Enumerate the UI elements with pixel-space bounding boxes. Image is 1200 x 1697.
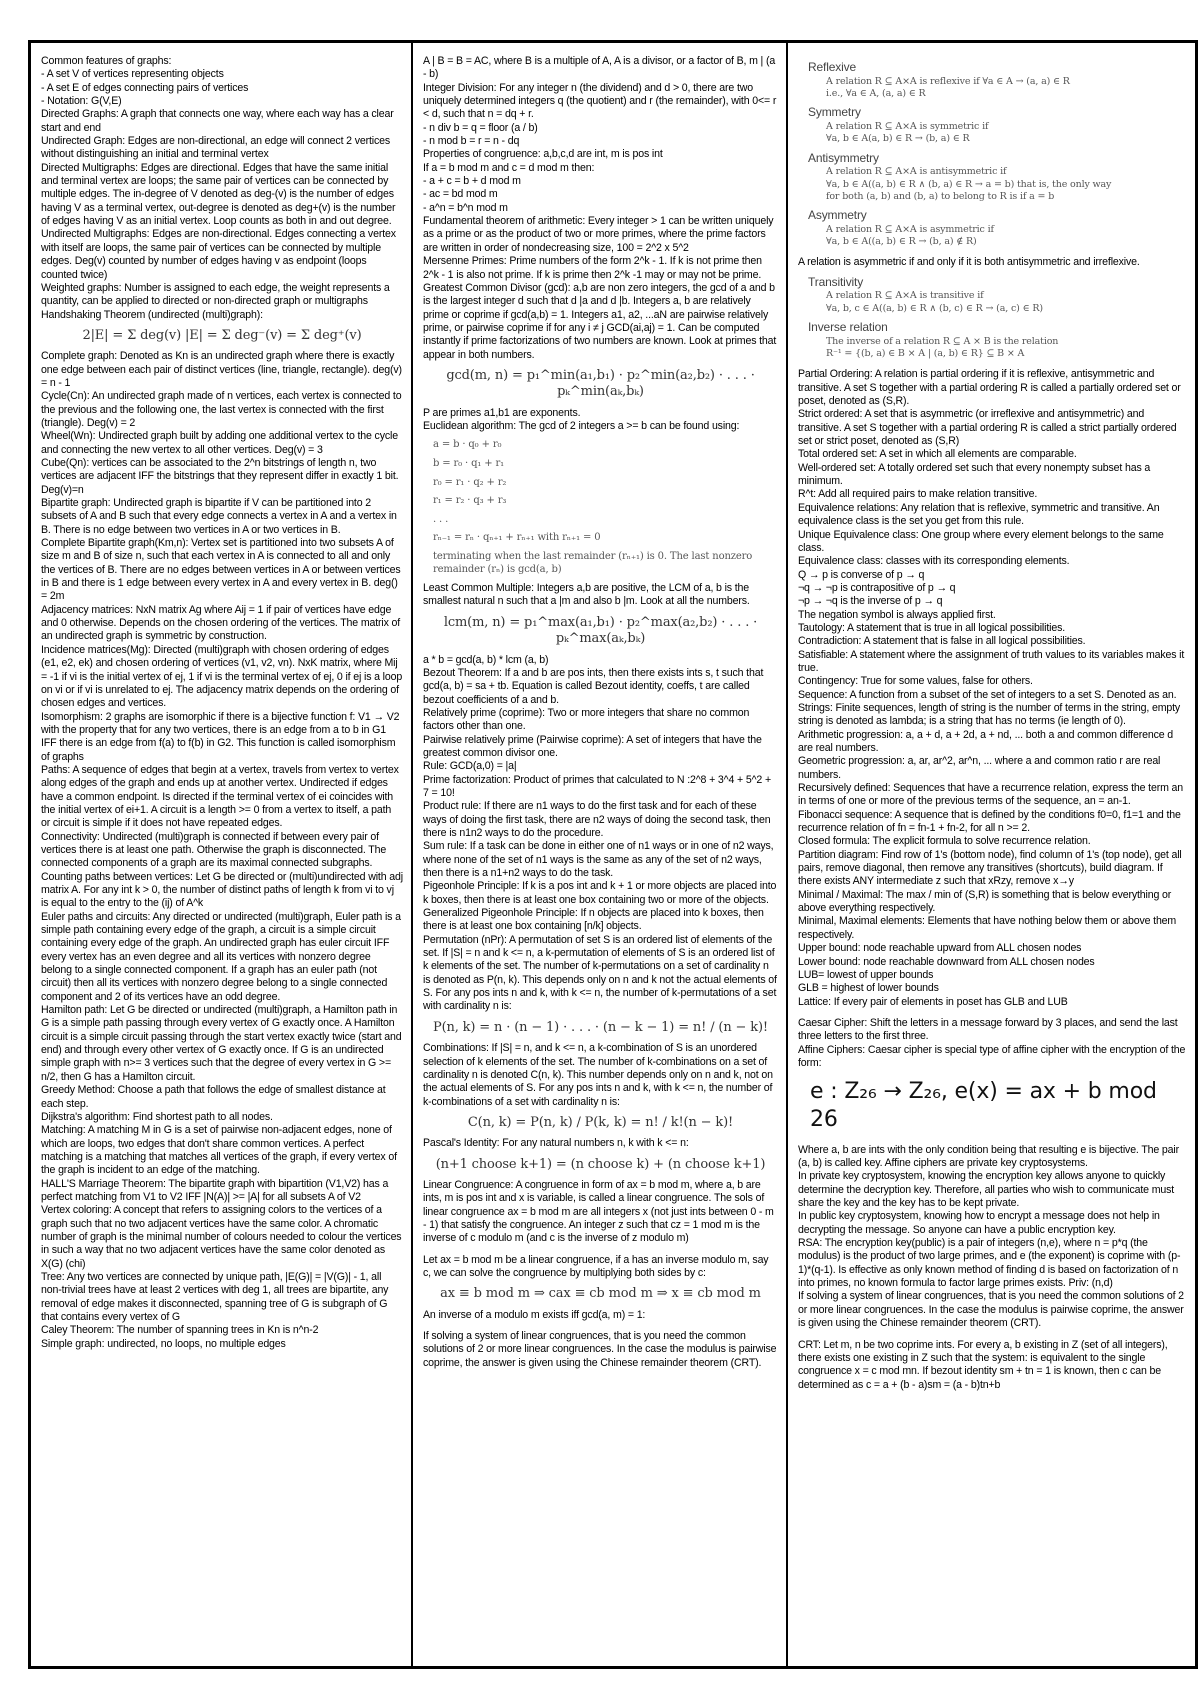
text-line: Partition diagram: Find row of 1's (bottom node), find column of 1's (top node), get all pairs, remove diagonal, then remove any transitives (shortcuts), build diagram. If there exists ANY intermediate z such that xRzy, remove x→y bbox=[798, 848, 1182, 888]
formula-line: a = b · q₀ + r₀ bbox=[433, 439, 502, 451]
text-line: Integer Division: For any integer n (the dividend) and d > 0, there are two uniquely determined integers q (the quotient) and r (the remainder), with 0<= r < d, such that n = dq + r. bbox=[423, 81, 777, 121]
definition-text: ∀a, b ∈ A((a, b) ∈ R → (b, a) ∉ R) bbox=[826, 236, 977, 248]
formula: P(n, k) = n · (n − 1) · . . . · (n − k − 1) = n! / (n − k)! bbox=[432, 1019, 769, 1035]
definition-text: A relation R ⊆ A×A is reflexive if ∀a ∈ A → (a, a) ∈ R bbox=[826, 75, 1070, 87]
definition-text: ∀a, b ∈ A((a, b) ∈ R ∧ (b, a) ∈ R → a = b) that is, the only way bbox=[826, 178, 1112, 190]
definition-text: i.e., ∀a ∈ A, (a, a) ∈ R bbox=[826, 87, 926, 99]
text-line: Dijkstra's algorithm: Find shortest path to all nodes. bbox=[41, 1110, 273, 1123]
text-line: - a + c = b + d mod m bbox=[423, 175, 521, 188]
text-line: Unique Equivalence class: One group where every element belongs to the same class. bbox=[798, 528, 1164, 554]
text-line: - a^n = b^n mod m bbox=[423, 201, 508, 214]
text-line: Wheel(Wn): Undirected graph built by adding one additional vertex to the cycle and connecting the new vertex to all other vertices. Deg(v) = 3 bbox=[41, 430, 398, 456]
text-line: Strings: Finite sequences, length of string is the number of terms in the string, empty string is denoted as lambda; is a string that has no terms (ie length of 0). bbox=[798, 701, 1181, 728]
text-line: Equivalence class: classes with its corresponding elements. bbox=[798, 555, 1070, 568]
text-line: R^t: Add all required pairs to make relation transitive. bbox=[798, 488, 1038, 501]
text-line: Isomorphism: 2 graphs are isomorphic if there is a bijective function f: V1 → V2 with the property that for any two vertices, there is an edge from a to b in G1 IFF there is an edge from f(a) to f(b) in G2. This function is called isomorphism of graphs bbox=[41, 710, 400, 763]
text-line: Caley Theorem: The number of spanning trees in Kn is n^n-2 bbox=[41, 1324, 319, 1337]
text-line: Cycle(Cn): An undirected graph made of n vertices, each vertex is connected to the previous and the following one, the last vertex is connected with the first (triangle). Deg(v) = 2 bbox=[41, 390, 402, 429]
text-line: Let ax = b mod m be a linear congruence, if a has an inverse modulo m, say c, we can solve the congruence by multiplying both sides by c: bbox=[423, 1253, 769, 1280]
definition-text: The inverse of a relation R ⊆ A × B is the relation bbox=[826, 335, 1059, 347]
text-line: - A set V of vertices representing objects bbox=[41, 68, 224, 81]
text-line: ¬p → ¬q is the inverse of p → q bbox=[798, 595, 943, 608]
text-line: Weighted graphs: Number is assigned to each edge, the weight represents a quantity, can be applied to directed or non-directed graph or multigraphs bbox=[41, 281, 390, 308]
text-line: Partial Ordering: A relation is partial ordering if it is reflexive, antisymmetric and transitive. A set S together with a partial ordering R is called a partially ordered set or poset, denoted as (S,R). bbox=[798, 368, 1181, 408]
text-line: Bezout Theorem: If a and b are pos ints, then there exists ints s, t such that gcd(a, b) = sa + tb. Equation is called Bezout identity, coeffs, t are called bezout coefficients of a and b. bbox=[423, 666, 764, 706]
text-line: Minimal / Maximal: The max / min of (S,R) is something that is below everything or above everything respectively. bbox=[798, 888, 1172, 915]
formula: C(n, k) = P(n, k) / P(k, k) = n! / k!(n − k)! bbox=[467, 1114, 734, 1130]
text-line: - n div b = q = floor (a / b) bbox=[423, 121, 538, 134]
text-line: Pairwise relatively prime (Pairwise coprime): A set of integers that have the greatest common divisor one. bbox=[423, 733, 762, 759]
text-line: Mersenne Primes: Prime numbers of the form 2^k - 1. If k is not prime then 2^k - 1 is also not prime. If k is prime then 2^k -1 may or may not be prime. bbox=[423, 255, 762, 281]
text-line: Greatest Common Divisor (gcd): a,b are non zero integers, the gcd of a and b is the largest integer d such that d |a and d |b. Integers a, b are relatively prime or coprime if gcd(a,b) = 1. Integers a1, a2, ...aN are pairwise relatively prime, or pairwise coprime if for any i ≠ j GCD(ai,aj) = 1. Can be computed instantly if prime factorizations of two numbers are known. Look at primes that appear in both numbers. bbox=[423, 281, 777, 361]
cheat-sheet bbox=[28, 40, 1198, 1669]
text-line: Incidence matrices(Mg): Directed (multi)graph with chosen ordering of edges (e1, e2, ek) and chosen ordering of vertices (v1, v2, vn). NxK matrix, where Mij = -1 if vi is the initial vertex of ej, 1 if vi is the terminal vertex of ej, 0 if ej is a loop on vi or if vi is unrelated to ej. The adjacency matrix depends on the ordering of chosen edges and vertices. bbox=[41, 643, 403, 710]
formula-line: rₙ₋₁ = rₙ · qₙ₊₁ + rₙ₊₁ with rₙ₊₁ = 0 bbox=[433, 532, 601, 544]
text-line: Adjacency matrices: NxN matrix Ag where Aij = 1 if pair of vertices have edge and 0 otherwise. Depends on the chosen ordering of the vertices. The matrix of an undirected graph is symmetric by construction. bbox=[41, 603, 401, 643]
text-line: Prime factorization: Product of primes that calculated to N :2^8 + 3^4 + 5^2 + 7 = 10! bbox=[423, 773, 771, 799]
text-line: Arithmetic progression: a, a + d, a + 2d, a + nd, ... both a and common difference d are real numbers. bbox=[798, 728, 1173, 754]
text-line: Undirected Graph: Edges are non-directional, an edge will connect 2 vertices without distinguishing an initial and terminal vertex bbox=[41, 135, 390, 161]
text-line: Equivalence relations: Any relation that is reflexive, symmetric and transitive. An equivalence class is the set you get from this rule. bbox=[798, 501, 1160, 528]
text-line: Satisfiable: A statement where the assignment of truth values to its variables makes it true. bbox=[798, 648, 1185, 674]
text-line: A relation is asymmetric if and only if it is both antisymmetric and irreflexive. bbox=[798, 256, 1140, 269]
text-line: Geometric progression: a, ar, ar^2, ar^n, ... where a and common ratio r are real numbers. bbox=[798, 755, 1161, 781]
formula-line: r₀ = r₁ · q₂ + r₂ bbox=[433, 476, 507, 488]
formula-line: . . . bbox=[433, 513, 449, 525]
text-line: A | B = B = AC, where B is a multiple of A, A is a divisor, or a factor of B, m | (a - b) bbox=[423, 55, 776, 81]
text-line: - n mod b = r = n - dq bbox=[423, 135, 520, 148]
text-line: Least Common Multiple: Integers a,b are positive, the LCM of a, b is the smallest natural n such that a |m and also b |m. Look at all the numbers. bbox=[423, 582, 750, 608]
text-line: - Notation: G(V,E) bbox=[41, 95, 122, 108]
formula-line: b = r₀ · q₁ + r₁ bbox=[433, 457, 504, 469]
text-line: In public key cryptosystem, knowing how to encrypt a message does not help in decrypting the message. So anyone can have a public encryption key. bbox=[798, 1210, 1160, 1236]
text-line: Greedy Method: Choose a path that follows the edge of smallest distance at each step. bbox=[41, 1084, 386, 1110]
definition-image bbox=[808, 60, 1187, 248]
text-line: HALL'S Marriage Theorem: The bipartite graph with bipartition (V1,V2) has a perfect matching from V1 to V2 IFF |N(A)| >= |A| for all subsets A of V2 bbox=[41, 1177, 389, 1203]
text-line: Fibonacci sequence: A sequence that is defined by the conditions f0=0, f1=1 and the recurrence relation of fn = fn-1 + fn-2, for all n >= 2. bbox=[798, 808, 1181, 835]
definition-heading: Transitivity bbox=[808, 274, 864, 289]
definition-heading: Asymmetry bbox=[808, 208, 867, 223]
text-line: Pascal's Identity: For any natural numbers n, k with k <= n: bbox=[423, 1137, 689, 1150]
definition-text: ∀a, b, c ∈ A((a, b) ∈ R ∧ (b, c) ∈ R → (a, c) ∈ R) bbox=[826, 302, 1043, 314]
definition-text: A relation R ⊆ A×A is asymmetric if bbox=[826, 223, 994, 235]
definition-text: R⁻¹ = {(b, a) ∈ B × A | (a, b) ∈ R} ⊆ B × A bbox=[826, 348, 1025, 360]
formula: 2|E| = Σ deg(v) |E| = Σ deg⁻(v) = Σ deg⁺(v) bbox=[82, 327, 362, 343]
definition-text: for both (a, b) and (b, a) to belong to R is if a = b bbox=[826, 190, 1055, 202]
formula-line: r₁ = r₂ · q₃ + r₃ bbox=[433, 495, 507, 507]
formula: lcm(m, n) = p₁^max(a₁,b₁) · p₂^max(a₂,b₂) · . . . · pₖ^max(aₖ,bₖ) bbox=[443, 614, 758, 647]
text-line: GLB = highest of lower bounds bbox=[798, 982, 939, 995]
text-line: RSA: The encryption key(public) is a pair of integers (n,e), where n = p*q (the modulus) is the product of two large primes, and e (the exponent) is coprime with (p-1)*(q-1). Is effective as only known method of finding d is based on factorization of n into primes, no known formula to factor large primes exists. Priv: (n,d) bbox=[798, 1237, 1181, 1290]
text-line: Complete Bipartite graph(Km,n): Vertex set is partitioned into two subsets A of size m and B of size n, such that each vertex in A is connected to all and only the vertices of B. There are no edges between vertices in A or between vertices in B and there is 1 edge between every vertex in A and every vertex in B. deg() = 2m bbox=[41, 537, 401, 603]
text-line: Lattice: If every pair of elements in poset has GLB and LUB bbox=[798, 995, 1068, 1008]
text-line: Fundamental theorem of arithmetic: Every integer > 1 can be written uniquely as a prime or as the product of two or more primes, where the prime factors are written in order of nondecreasing size, 100 = 2^2 x 5^2 bbox=[423, 215, 774, 254]
definition-image bbox=[808, 275, 1187, 361]
text-line: If solving a system of linear congruences, that is you need the common solutions of 2 or more linear congruences. In the case the modulus is pairwise coprime, the answer is given using the Chinese remainder theorem (CRT). bbox=[798, 1290, 1184, 1330]
text-line: Simple graph: undirected, no loops, no multiple edges bbox=[41, 1337, 286, 1350]
text-line: Tree: Any two vertices are connected by unique path, |E(G)| = |V(G)| - 1, all non-trivial trees have at least 2 vertices with deg 1, all trees are bipartite, any removal of edge makes it disconnected, spanning tree of G is subgraph of G that contains every vertex of G bbox=[41, 1270, 389, 1323]
text-line: Contingency: True for some values, false for others. bbox=[798, 675, 1033, 688]
text-line: ¬q → ¬p is contrapositive of p → q bbox=[798, 581, 956, 594]
definition-text: A relation R ⊆ A×A is symmetric if bbox=[826, 120, 989, 132]
text-line: Euler paths and circuits: Any directed or undirected (multi)graph, Euler path is a simple path containing every edge of the graph, a circuit is a simple circuit containing every edge of the graph. An undirected graph has euler circuit IFF every vertex has an even degree and all its vertices with nonzero degree belong to a single connected component. If a graph has an euler path (not circuit) then all its vertices with nonzero degree belong to a single connected component and 2 of its vertices have an odd degree. bbox=[41, 910, 401, 1003]
text-line: Euclidean algorithm: The gcd of 2 integers a >= b can be found using: bbox=[423, 420, 740, 432]
text-line: Paths: A sequence of edges that begin at a vertex, travels from vertex to vertex along edges of the graph and ends up at another vertex. Undirected if edges have a common endpoint. Is directed if the terminal vertex of ei coincides with the initial vertex of ei+1. A circuit is a length >= 0 from a vertex to itself, a path or circuit is simple if it does not have repeated edges. bbox=[41, 763, 399, 830]
definition-text: A relation R ⊆ A×A is antisymmetric if bbox=[826, 166, 1007, 178]
text-line: Counting paths between vertices: Let G be directed or (multi)undirected with adj matrix A. For any int k > 0, the number of distinct paths of length k from vi to vj is equal to the entry to the (ij) of A^k bbox=[41, 870, 403, 910]
formula: (n+1 choose k+1) = (n choose k) + (n choose k+1) bbox=[435, 1156, 766, 1172]
formula: e : Z₂₆ → Z₂₆, e(x) = ax + b mod 26 bbox=[810, 1079, 1157, 1132]
text-line: Product rule: If there are n1 ways to do the first task and for each of these ways of doing the first task, there are n2 ways of doing the second task, then there is n1n2 ways to do the procedure. bbox=[423, 800, 771, 839]
text-line: Well-ordered set: A totally ordered set such that every nonempty subset has a minimum. bbox=[798, 461, 1151, 488]
text-line: If solving a system of linear congruences, that is you need the common solutions of 2 or more linear congruences. In the case the modulus is pairwise coprime, the answer is given using the Chinese remainder theorem (CRT). bbox=[423, 1330, 777, 1369]
text-line: Properties of congruence: a,b,c,d are int, m is pos int bbox=[423, 148, 663, 161]
text-line: Where a, b are ints with the only condition being that resulting e is bijective. The pair (a, b) is called key. Affine ciphers are private key cryptosystems. bbox=[798, 1143, 1179, 1170]
text-line: Relatively prime (coprime): Two or more integers that share no common factors other than one. bbox=[423, 706, 750, 733]
definition-heading: Inverse relation bbox=[808, 320, 888, 335]
spacer bbox=[798, 1331, 1187, 1339]
text-line: Q → p is converse of p → q bbox=[798, 568, 925, 581]
text-line: Common features of graphs: bbox=[41, 55, 172, 67]
text-line: Cube(Qn): vertices can be associated to the 2^n bitstrings of length n, two vertices are adjacent IFF the bitstrings that they represent differ in exactly 1 bit. Deg(v)=n bbox=[41, 457, 399, 496]
text-line: Hamilton path: Let G be directed or undirected (multi)graph, a Hamilton path in G is a simple path passing through every vertex of G exactly once. A Hamilton circuit is a simple circuit passing through the start vertex exactly twice (start and end) and through every other vertex of G exactly once. If G is an undirected simple graph with n>= 3 vertices such that the degree of every vertex in G >= n/2, then G has a Hamilton circuit. bbox=[41, 1004, 402, 1083]
text-line: - A set E of edges connecting pairs of vertices bbox=[41, 81, 249, 94]
text-line: Total ordered set: A set in which all elements are comparable. bbox=[798, 448, 1077, 461]
column-3 bbox=[788, 43, 1195, 1666]
text-line: Contradiction: A statement that is false in all logical possibilities. bbox=[798, 635, 1086, 648]
text-line: Strict ordered: A set that is asymmetric (or irreflexive and antisymmetric) and transitive. A set S together with a partial ordering R is called a strict partially ordered set or strict poset, denoted as (S,R) bbox=[798, 408, 1177, 448]
text-line: Recursively defined: Sequences that have a recurrence relation, express the term an in terms of one or more of the previous terms of the sequence, an = an-1. bbox=[798, 782, 1184, 808]
definition-heading: Reflexive bbox=[808, 60, 857, 74]
text-line: Tautology: A statement that is true in all logical possibilities. bbox=[798, 621, 1066, 634]
text-line: Undirected Multigraphs: Edges are non-directional. Edges connecting a vertex with itself are loops, the same pair of vertices can be connected by multiple edges. Deg(v) counted by number of edges having v as endpoint (loops counted twice) bbox=[41, 228, 396, 281]
text-line: Permutation (nPr): A permutation of set S is an ordered list of elements of the set. If |S| = n and k <= n, a k-permutation of elements of S is an ordered list of k elements of the set. The number of k-permutations on a set of cardinality n is denoted as P(n, k). This depends only on n and k not the actual elements of S. For any pos ints n and k, with k <= n, the number of k-permutations of a set with cardinality n is: bbox=[423, 933, 777, 1013]
formula-line: terminating when the last remainder (rₙ₊₁) is 0. The last nonzero remainder (rₙ) is gcd(a, b) bbox=[433, 550, 753, 575]
text-line: CRT: Let m, n be two coprime ints. For every a, b existing in Z (set of all integers), there exists one existing in Z such that the system: is equivalent to the single congruence x = c mod mn. If bezout identity sm + tn = 1 is known, then c can be determined as c = a + (b - a)sm = (a - b)tn+b bbox=[798, 1338, 1168, 1391]
text-line: Directed Multigraphs: Edges are directional. Edges that have the same initial and terminal vertex are loops; the same pair of vertices can be connected by multiple edges. The in-degree of V denoted as deg-(v) is the number of edges having V as a terminal vertex, out-degree is denoted as deg+(v) is the number of edges having V as an initial vertex. Loop counts as both in and out degree. bbox=[41, 161, 396, 228]
text-line: Pigeonhole Principle: If k is a pos int and k + 1 or more objects are placed into k boxes, then there is at least one box containing two or more of the objects. bbox=[423, 880, 777, 906]
formula: ax ≡ b mod m ⇒ cax ≡ cb mod m ⇒ x ≡ cb mod m bbox=[440, 1286, 761, 1302]
text-line: Minimal, Maximal elements: Elements that have nothing below them or above them respectively. bbox=[798, 915, 1177, 941]
text-line: Generalized Pigeonhole Principle: If n objects are placed into k boxes, then there is at least one box containing [n/k] objects. bbox=[423, 907, 764, 933]
text-line: Sum rule: If a task can be done in either one of n1 ways or in one of n2 ways, where none of the set of n1 ways is the same as any of the set of n2 ways, then there is a n1+n2 ways to do the task. bbox=[423, 840, 774, 880]
text-line: Rule: GCD(a,0) = |a| bbox=[423, 760, 517, 773]
text-line: Complete graph: Denoted as Kn is an undirected graph where there is exactly one edge between each pair of distinct vertices (line, triangle, rectangle). deg(v) = n - 1 bbox=[41, 350, 402, 389]
definition-heading: Symmetry bbox=[808, 105, 861, 120]
text-line: - ac = bd mod m bbox=[423, 188, 498, 201]
text-line: a * b = gcd(a, b) * lcm (a, b) bbox=[423, 653, 549, 666]
column-2 bbox=[413, 43, 788, 1666]
text-line: LUB= lowest of upper bounds bbox=[798, 968, 934, 981]
text-line: In private key cryptosystem, knowing the encryption key allows anyone to quickly determine the decryption key. Therefore, all parties who wish to communicate must share the key and the key has to be kept private. bbox=[798, 1170, 1175, 1210]
text-line: If a = b mod m and c = d mod m then: bbox=[423, 161, 595, 174]
text-line: P are primes a1,b1 are exponents. bbox=[423, 406, 581, 419]
text-line: Upper bound: node reachable upward from ALL chosen nodes bbox=[798, 942, 1082, 955]
text-line: Connectivity: Undirected (multi)graph is connected if between every pair of vertices there is at least one path. Otherwise the graph is disconnected. The connected components of a graph are its maximal connected subgraphs. bbox=[41, 830, 387, 870]
text-line: Matching: A matching M in G is a set of pairwise non-adjacent edges, none of which are loops, two edges that don't share common vertices. A perfect matching is a matching that matches all vertices of the graph, if every vertex of the graph is incident to an edge of the matching. bbox=[41, 1124, 397, 1177]
text-line: Bipartite graph: Undirected graph is bipartite if V can be partitioned into 2 subsets of A and B such that every edge connects a vertex in A and a vertex in B. There is no edge between two vertices in A or two vertices in B. bbox=[41, 497, 397, 536]
text-line: Caesar Cipher: Shift the letters in a message forward by 3 places, and send the last three letters to the first three. bbox=[798, 1016, 1178, 1043]
definition-text: ∀a, b ∈ A(a, b) ∈ R → (b, a) ∈ R bbox=[826, 133, 970, 145]
text-line: Directed Graphs: A graph that connects one way, where each way has a clear start and end bbox=[41, 108, 394, 134]
spacer bbox=[423, 1246, 778, 1254]
spacer bbox=[423, 1322, 778, 1330]
text-line: An inverse of a modulo m exists iff gcd(a, m) = 1: bbox=[423, 1308, 646, 1321]
text-line: Vertex coloring: A concept that refers to assigning colors to the vertices of a graph such that no two adjacent vertices have the same color. A chromatic number of graph is the minimal number of colours needed to colour the vertices in such a way that no two adjacent vertices have the same color denoted as X(G) (chi) bbox=[41, 1204, 402, 1270]
definition-heading: Antisymmetry bbox=[808, 150, 879, 165]
formula: gcd(m, n) = p₁^min(a₁,b₁) · p₂^min(a₂,b₂) · . . . · pₖ^min(aₖ,bₖ) bbox=[446, 367, 755, 400]
column-1 bbox=[31, 43, 413, 1666]
text-line: Closed formula: The explicit formula to solve recurrence relation. bbox=[798, 835, 1091, 848]
text-line: Linear Congruence: A congruence in form of ax = b mod m, where a, b are ints, m is pos int and x is variable, is called a linear congruence. The sols of linear congruence ax = b mod m are all integers x (not just ints between 0 - m - 1) that satisfy the congruence. An integer z such that cz = 1 mod m is the inverse of c modulo m (and c is the inverse of z modulo m) bbox=[423, 1179, 774, 1245]
text-line: Handshaking Theorem (undirected (multi)graph): bbox=[41, 308, 263, 321]
text-line: Sequence: A function from a subset of the set of integers to a set S. Denoted as an. bbox=[798, 688, 1177, 701]
text-line: Combinations: If |S| = n, and k <= n, a k-combination of S is an unordered selection of k elements of the set. The number of k-combinations on a set of cardinality n is denoted C(n, k). This number depends only on n and k, not on the actual elements of S. For any pos ints n and k, with k <= n, the number of k-combinations of a set with cardinality n is: bbox=[423, 1042, 773, 1108]
text-line: Affine Ciphers: Caesar cipher is special type of affine cipher with the encryption of the form: bbox=[798, 1043, 1186, 1069]
text-line: The negation symbol is always applied first. bbox=[798, 608, 996, 621]
text-line: Lower bound: node reachable downward from ALL chosen nodes bbox=[798, 955, 1095, 968]
spacer bbox=[798, 1009, 1187, 1017]
definition-text: A relation R ⊆ A×A is transitive if bbox=[826, 290, 984, 302]
